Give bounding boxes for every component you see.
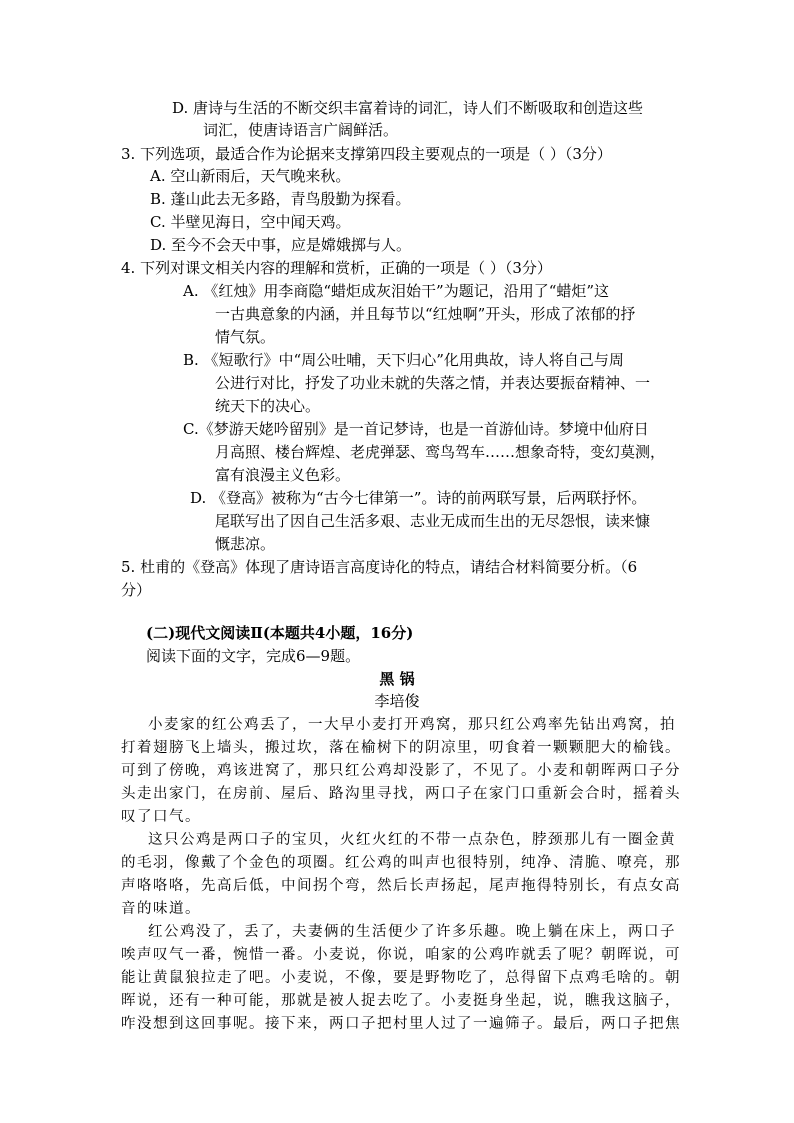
story-line: 音的味道。 bbox=[121, 901, 201, 917]
story-title: 黑 锅 bbox=[379, 670, 415, 688]
q4-option-a-line3: 情气氛。 bbox=[215, 328, 276, 346]
story-author: 李培俊 bbox=[374, 692, 420, 710]
section-instruction: 阅读下面的文字，完成6—9题。 bbox=[146, 647, 361, 665]
q3-option-c: C. 半壁见海日，空中闻天鸡。 bbox=[150, 213, 351, 231]
q4-option-a-line1: A. 《红烛》用李商隐“蜡炬成灰泪始干”为题记，沿用了“蜡炬”这 bbox=[183, 282, 610, 300]
q2-option-d-line1: D. 唐诗与生活的不断交织丰富着诗的词汇，诗人们不断吸取和创造这些 bbox=[172, 99, 644, 117]
story-line: 晖说，还有一种可能，那就是被人捉去吃了。小麦挺身坐起，说，瞧我这脑子， bbox=[121, 993, 681, 1009]
q4-option-d-line1: D. 《登高》被称为“古今七律第一”。诗的前两联写景，后两联抒怀。 bbox=[190, 489, 647, 507]
q3-stem: 3. 下列选项，最适合作为论据来支撑第四段主要观点的一项是（ ）（3分） bbox=[121, 145, 612, 163]
q4-option-c-line1: C.《梦游天姥吟留别》是一首记梦诗，也是一首游仙诗。梦境中仙府日 bbox=[183, 420, 649, 438]
story-line: 叹了口气。 bbox=[121, 809, 201, 825]
q4-option-a-line2: 一古典意象的内涵，并且每节以“红烛啊”开头，形成了浓郁的抒 bbox=[215, 305, 636, 323]
q5-line1: 5. 杜甫的《登高》体现了唐诗语言高度诗化的特点，请结合材料简要分析。（6 bbox=[121, 558, 638, 576]
story-line: 唉声叹气一番，惋惜一番。小麦说，你说，咱家的公鸡咋就丢了呢？朝晖说，可 bbox=[121, 947, 681, 963]
q3-option-d: D. 至今不会天中事，应是嫦娥掷与人。 bbox=[150, 236, 412, 254]
q3-option-a: A. 空山新雨后，天气晚来秋。 bbox=[150, 167, 351, 185]
story-line: 可到了傍晚，鸡该进窝了，那只红公鸡却没影了，不见了。小麦和朝晖两口子分 bbox=[121, 763, 681, 779]
story-line: 咋没想到这回事呢。接下来，两口子把村里人过了一遍筛子。最后，两口子把焦 bbox=[121, 1016, 681, 1032]
story-line: 头走出家门，在房前、屋后、路沟里寻找，两口子在家门口重新会合时，摇着头 bbox=[121, 786, 681, 802]
q4-option-b-line1: B. 《短歌行》中“周公吐哺，天下归心”化用典故，诗人将自己与周 bbox=[183, 351, 624, 369]
section-heading: (二)现代文阅读Ⅱ(本题共4小题，16分) bbox=[146, 624, 414, 642]
q3-option-b: B. 蓬山此去无多路，青鸟殷勤为探看。 bbox=[150, 190, 411, 208]
story-line: 红公鸡没了，丢了，夫妻俩的生活便少了许多乐趣。晚上躺在床上，两口子 bbox=[148, 924, 676, 940]
q5-line2: 分） bbox=[121, 581, 152, 599]
story-line: 打着翅膀飞上墙头，搬过坎，落在榆树下的阴凉里，叨食着一颗颗肥大的榆钱。 bbox=[121, 740, 681, 756]
q4-option-b-line3: 统天下的决心。 bbox=[215, 397, 321, 415]
q4-option-c-line2: 月高照、楼台辉煌、老虎弹瑟、鸾鸟驾车……想象奇特，变幻莫测， bbox=[215, 443, 666, 461]
q4-option-d-line3: 慨悲凉。 bbox=[215, 535, 276, 553]
q4-option-b-line2: 公进行对比，抒发了功业未就的失落之情，并表达要振奋精神、一 bbox=[215, 374, 651, 392]
story-line: 声咯咯咯，先高后低，中间拐个弯，然后长声扬起，尾声拖得特别长，有点女高 bbox=[121, 878, 681, 894]
q4-stem: 4. 下列对课文相关内容的理解和赏析，正确的一项是（ ）（3分） bbox=[121, 259, 552, 277]
q4-option-c-line3: 富有浪漫主义色彩。 bbox=[215, 466, 351, 484]
story-line: 这只公鸡是两口子的宝贝，火红火红的不带一点杂色，脖颈那儿有一圈金黄 bbox=[148, 832, 676, 848]
story-line: 的毛羽，像戴了个金色的项圈。红公鸡的叫声也很特别，纯净、清脆、嘹亮，那 bbox=[121, 855, 681, 871]
story-line: 小麦家的红公鸡丢了，一大早小麦打开鸡窝，那只红公鸡率先钻出鸡窝，拍 bbox=[148, 717, 676, 733]
q2-option-d-line2: 词汇，使唐诗语言广阔鲜活。 bbox=[203, 121, 399, 139]
story-line: 能让黄鼠狼拉走了吧。小麦说，不像，要是野物吃了，总得留下点鸡毛啥的。朝 bbox=[121, 970, 681, 986]
q4-option-d-line2: 尾联写出了因自己生活多艰、志业无成而生出的无尽怨恨，读来慷 bbox=[215, 512, 651, 530]
